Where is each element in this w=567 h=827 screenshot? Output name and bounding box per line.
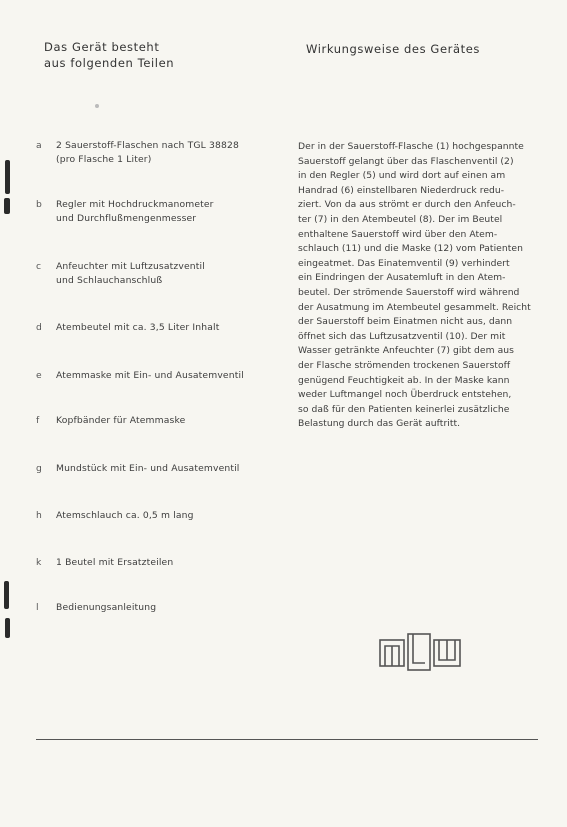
paragraph-line: in den Regler (5) und wird dort auf einen am bbox=[298, 170, 506, 182]
binder-mark bbox=[5, 618, 10, 638]
item-line: (pro Flasche 1 Liter) bbox=[56, 154, 152, 165]
item-line: 1 Beutel mit Ersatzteilen bbox=[56, 557, 174, 568]
paragraph-line: Wasser getränkte Anfeuchter (7) gibt dem aus bbox=[298, 345, 514, 357]
paragraph-line: öffnet sich das Luftzusatzventil (10). Der mit bbox=[298, 330, 506, 342]
item-letter: b bbox=[36, 199, 42, 210]
function-description bbox=[298, 140, 544, 432]
item-text bbox=[56, 462, 306, 476]
item-line: Kopfbänder für Atemmaske bbox=[56, 415, 186, 426]
paragraph-line: ter (7) in den Atembeutel (8). Der im Beutel bbox=[298, 213, 503, 225]
parts-heading bbox=[44, 39, 174, 71]
paragraph-line: beutel. Der strömende Sauerstoff wird während bbox=[298, 286, 520, 298]
mlw-logo bbox=[379, 631, 461, 673]
item-letter: d bbox=[36, 322, 42, 333]
item-letter: e bbox=[36, 370, 42, 381]
item-text bbox=[56, 369, 306, 383]
paragraph-line: schlauch (11) und die Maske (12) vom Patienten bbox=[298, 243, 523, 255]
item-line: Atembeutel mit ca. 3,5 Liter Inhalt bbox=[56, 322, 220, 333]
item-letter: c bbox=[36, 261, 42, 272]
item-letter: k bbox=[36, 557, 42, 568]
paragraph-line: ein Eindringen der Ausatemluft in den Atem- bbox=[298, 272, 506, 284]
item-line: und Durchflußmengenmesser bbox=[56, 213, 197, 224]
function-heading: Wirkungsweise des Gerätes bbox=[306, 42, 480, 56]
footer-divider bbox=[36, 739, 538, 740]
paragraph-line: der Sauerstoff beim Einatmen nicht aus, dann bbox=[298, 316, 513, 328]
item-line: Anfeuchter mit Luftzusatzventil bbox=[56, 261, 205, 272]
item-text bbox=[56, 260, 306, 288]
item-text bbox=[56, 414, 306, 428]
item-letter: l bbox=[36, 602, 39, 613]
parts-heading-line1: Das Gerät besteht bbox=[44, 40, 160, 54]
item-line: Mundstück mit Ein- und Ausatemventil bbox=[56, 463, 240, 474]
item-text bbox=[56, 556, 306, 570]
binder-mark bbox=[4, 198, 10, 214]
paragraph-line: der Ausatmung im Atembeutel gesammelt. Reicht bbox=[298, 301, 531, 313]
item-text bbox=[56, 601, 306, 615]
item-line: Regler mit Hochdruckmanometer bbox=[56, 199, 214, 210]
paragraph-line: weder Luftmangel noch Überdruck entstehen, bbox=[298, 389, 512, 401]
paragraph-line: Handrad (6) einstellbaren Niederdruck redu- bbox=[298, 184, 505, 196]
paragraph-line: Der in der Sauerstoff-Flasche (1) hochgespannte bbox=[298, 141, 524, 152]
item-line: und Schlauchanschluß bbox=[56, 275, 163, 286]
item-line: Atemschlauch ca. 0,5 m lang bbox=[56, 510, 194, 521]
item-text bbox=[56, 321, 306, 335]
paragraph-line: Belastung durch das Gerät auftritt. bbox=[298, 418, 461, 430]
scan-speck bbox=[95, 104, 99, 108]
binder-mark bbox=[5, 160, 10, 194]
paragraph-line: ziert. Von da aus strömt er durch den Anfeuch- bbox=[298, 199, 516, 211]
item-text bbox=[56, 198, 306, 226]
paragraph-line: eingeatmet. Das Einatemventil (9) verhindert bbox=[298, 257, 510, 269]
item-letter: f bbox=[36, 415, 40, 426]
binder-mark bbox=[4, 581, 9, 609]
item-line: Bedienungsanleitung bbox=[56, 602, 157, 613]
parts-heading-line2: aus folgenden Teilen bbox=[44, 56, 175, 70]
item-line: Atemmaske mit Ein- und Ausatemventil bbox=[56, 370, 244, 381]
paragraph-line: Sauerstoff gelangt über das Flaschenventil (2) bbox=[298, 155, 514, 167]
item-line: 2 Sauerstoff-Flaschen nach TGL 38828 bbox=[56, 140, 239, 151]
paragraph-line: genügend Feuchtigkeit ab. In der Maske kann bbox=[298, 374, 510, 386]
paragraph-line: enthaltene Sauerstoff wird über den Atem- bbox=[298, 228, 498, 240]
paragraph-line: so daß für den Patienten keinerlei zusätzliche bbox=[298, 403, 510, 415]
item-text bbox=[56, 139, 306, 167]
item-text bbox=[56, 509, 306, 523]
item-letter: g bbox=[36, 463, 42, 474]
item-letter: a bbox=[36, 140, 42, 151]
item-letter: h bbox=[36, 510, 42, 521]
paragraph-line: der Flasche strömenden trockenen Sauerstoff bbox=[298, 359, 511, 371]
